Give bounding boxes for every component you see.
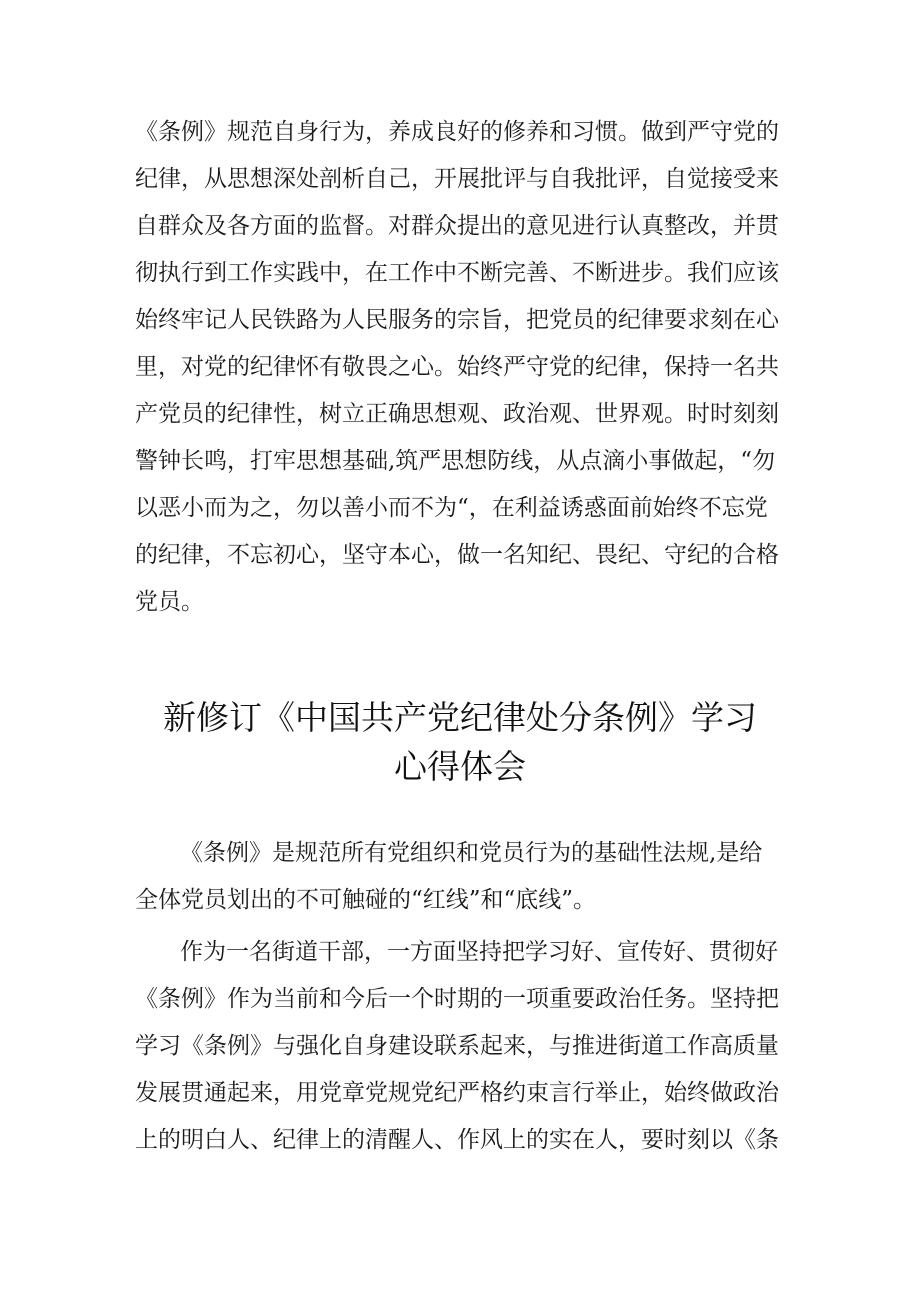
paragraph-line: 上的明白人、纪律上的清醒人、作风上的实在人，要时刻以《条 [135, 1127, 779, 1153]
paragraph-line: 党员。 [135, 589, 204, 615]
paragraph-line: 产党员的纪律性，树立正确思想观、政治观、世界观。时时刻刻 [135, 401, 779, 427]
paragraph-line: 发展贯通起来，用党章党规党纪严格约束言行举止，始终做政治 [135, 1080, 779, 1106]
paragraph-line: 作为一名街道干部，一方面坚持把学习好、宣传好、贯彻好 [180, 939, 778, 965]
paragraph-line: 自群众及各方面的监督。对群众提出的意见进行认真整改，并贯 [135, 213, 779, 239]
paragraph-line: 纪律，从思想深处剖析自己，开展批评与自我批评，自觉接受来 [135, 166, 779, 192]
paragraph-line: 全体党员划出的不可触碰的“红线”和“底线”。 [135, 887, 597, 913]
paragraph-line: 里，对党的纪律怀有敬畏之心。始终严守党的纪律，保持一名共 [135, 354, 779, 380]
paragraph-line: 《条例》作为当前和今后一个时期的一项重要政治任务。坚持把 [135, 986, 779, 1012]
paragraph-line: 《条例》是规范所有党组织和党员行为的基础性法规,是给 [180, 840, 763, 866]
paragraph-line: 始终牢记人民铁路为人民服务的宗旨，把党员的纪律要求刻在心 [135, 307, 779, 333]
paragraph-line: 学习《条例》与强化自身建设联系起来，与推进街道工作高质量 [135, 1033, 779, 1059]
paragraph-line: 警钟长鸣，打牢思想基础,筑严思想防线，从点滴小事做起，“勿 [135, 448, 776, 474]
document-title: 新修订《中国共产党纪律处分条例》学习 [163, 698, 757, 737]
paragraph-line: 《条例》规范自身行为，养成良好的修养和习惯。做到严守党的 [135, 119, 779, 145]
paragraph-line: 彻执行到工作实践中，在工作中不断完善、不断进步。我们应该 [135, 260, 779, 286]
paragraph-line: 的纪律，不忘初心，坚守本心，做一名知纪、畏纪、守纪的合格 [135, 542, 779, 568]
document-title-line2: 心得体会 [394, 747, 526, 786]
paragraph-line: 以恶小而为之，勿以善小而不为“，在利益诱惑面前始终不忘党 [135, 495, 768, 521]
